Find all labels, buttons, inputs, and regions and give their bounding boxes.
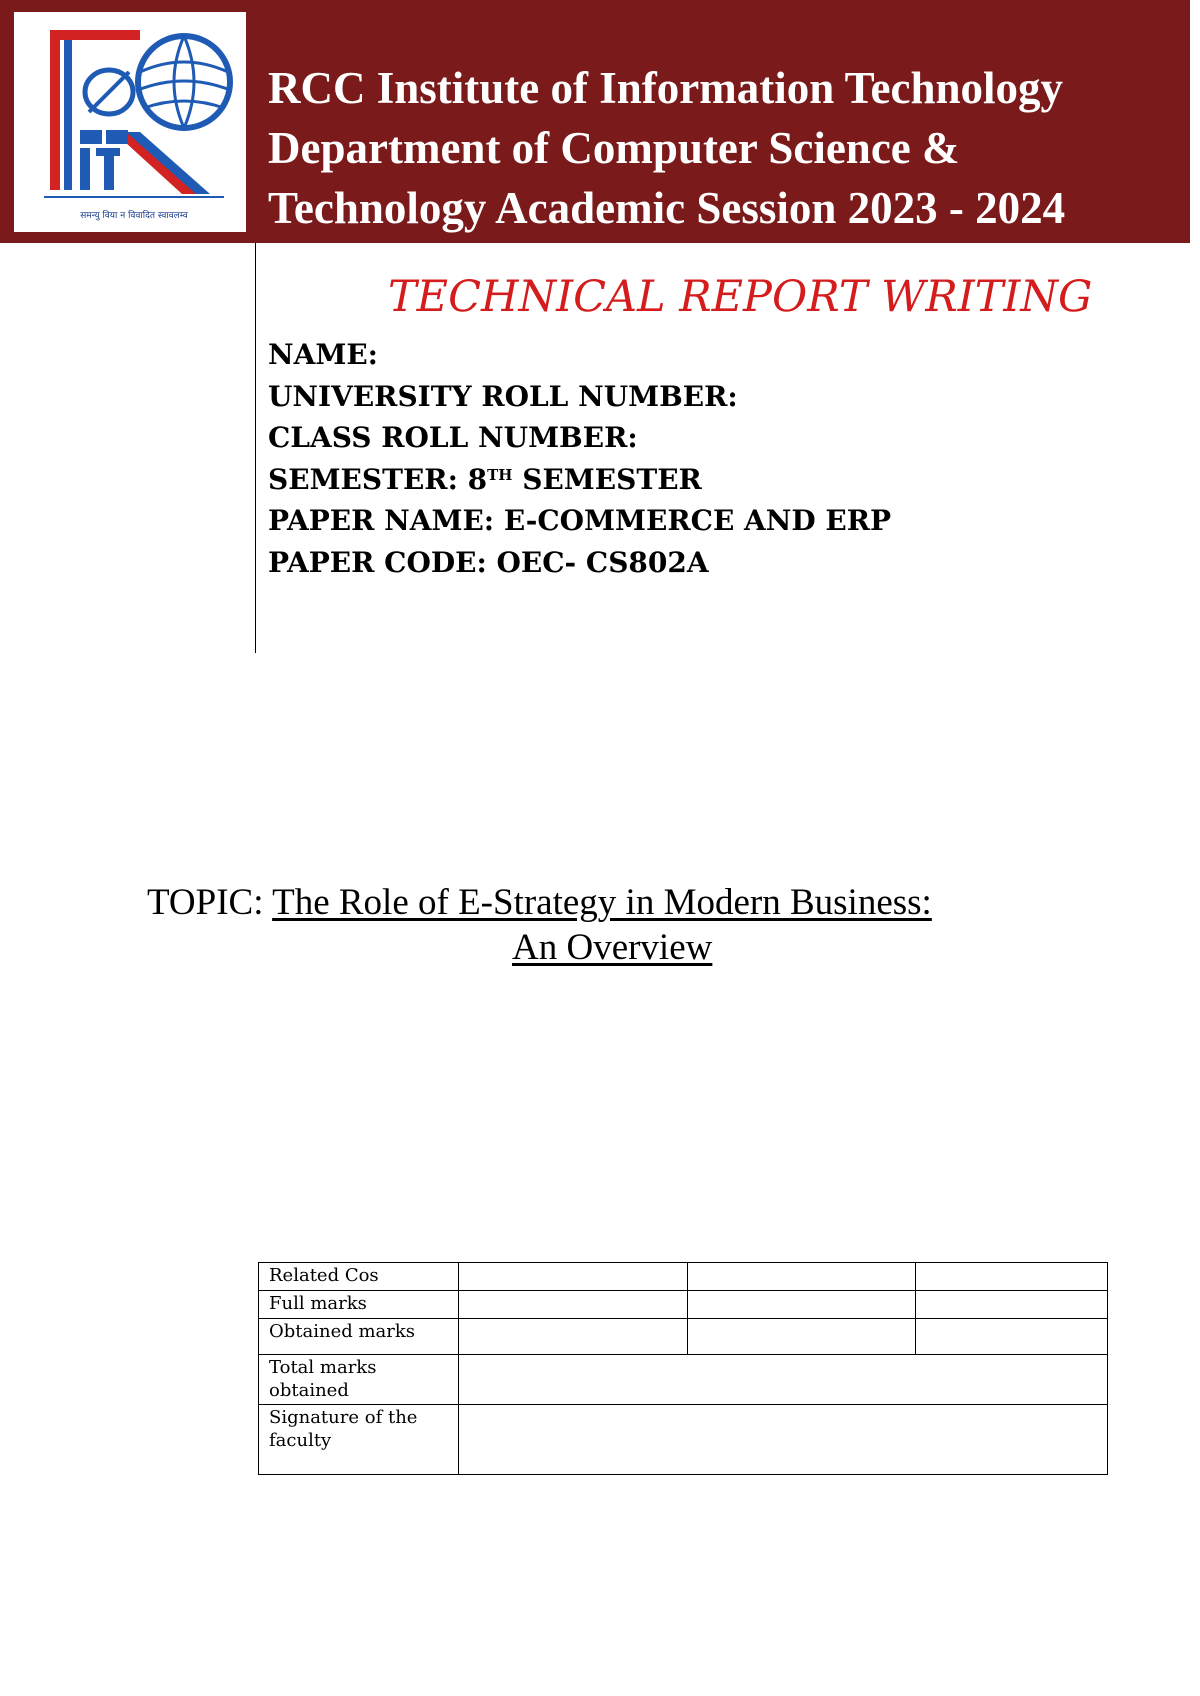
table-cell[interactable] xyxy=(458,1319,687,1355)
semester-field: SEMESTER: 8TH SEMESTER xyxy=(268,462,702,496)
paper-name-field: PAPER NAME: E-COMMERCE AND ERP xyxy=(268,504,892,537)
heading-line-1: RCC Institute of Information Technology xyxy=(268,63,1064,113)
table-row xyxy=(259,1355,1108,1405)
student-details xyxy=(268,334,891,583)
table-cell[interactable] xyxy=(687,1319,916,1355)
logo-motto: समन्यु विया न विवादित स्वावलम्व xyxy=(80,211,188,221)
heading-line-2: Department of Computer Science & xyxy=(268,123,960,173)
table-cell[interactable] xyxy=(687,1291,916,1319)
university-roll-field: UNIVERSITY ROLL NUMBER: xyxy=(268,379,738,413)
paper-code-field: PAPER CODE: OEC- CS802A xyxy=(268,545,709,579)
topic-title-part-2: An Overview xyxy=(512,927,713,968)
full-marks-label: Full marks xyxy=(259,1291,459,1319)
signature-label: Signature of the faculty xyxy=(259,1405,459,1475)
related-cos-label: Related Cos xyxy=(259,1263,459,1291)
signature-cell[interactable] xyxy=(458,1405,1107,1475)
topic-title-part-1: The Role of E-Strategy in Modern Business: xyxy=(272,882,932,923)
vertical-rule xyxy=(255,243,256,653)
heading-line-3: Technology Academic Session 2023 - 2024 xyxy=(268,183,1066,233)
topic-line-1 xyxy=(147,880,932,925)
table-cell[interactable] xyxy=(458,1291,687,1319)
table-cell[interactable] xyxy=(687,1263,916,1291)
table-row xyxy=(259,1319,1108,1355)
table-cell[interactable] xyxy=(916,1319,1108,1355)
table-row xyxy=(259,1405,1108,1475)
table-cell[interactable] xyxy=(916,1263,1108,1291)
total-marks-label: Total marks obtained xyxy=(259,1355,459,1405)
topic-label: TOPIC: xyxy=(147,882,273,923)
topic-line-2 xyxy=(512,925,712,970)
class-roll-field: CLASS ROLL NUMBER: xyxy=(268,421,638,454)
table-cell[interactable] xyxy=(916,1291,1108,1319)
name-field: NAME: xyxy=(268,338,378,371)
obtained-marks-label: Obtained marks xyxy=(259,1319,459,1355)
report-title: TECHNICAL REPORT WRITING xyxy=(388,272,1093,322)
marks-table xyxy=(258,1262,1108,1475)
table-row xyxy=(259,1263,1108,1291)
total-marks-cell[interactable] xyxy=(458,1355,1107,1405)
table-row xyxy=(259,1291,1108,1319)
institute-logo xyxy=(14,12,246,232)
header-band xyxy=(0,0,1190,243)
institute-heading xyxy=(268,58,1188,238)
table-cell[interactable] xyxy=(458,1263,687,1291)
